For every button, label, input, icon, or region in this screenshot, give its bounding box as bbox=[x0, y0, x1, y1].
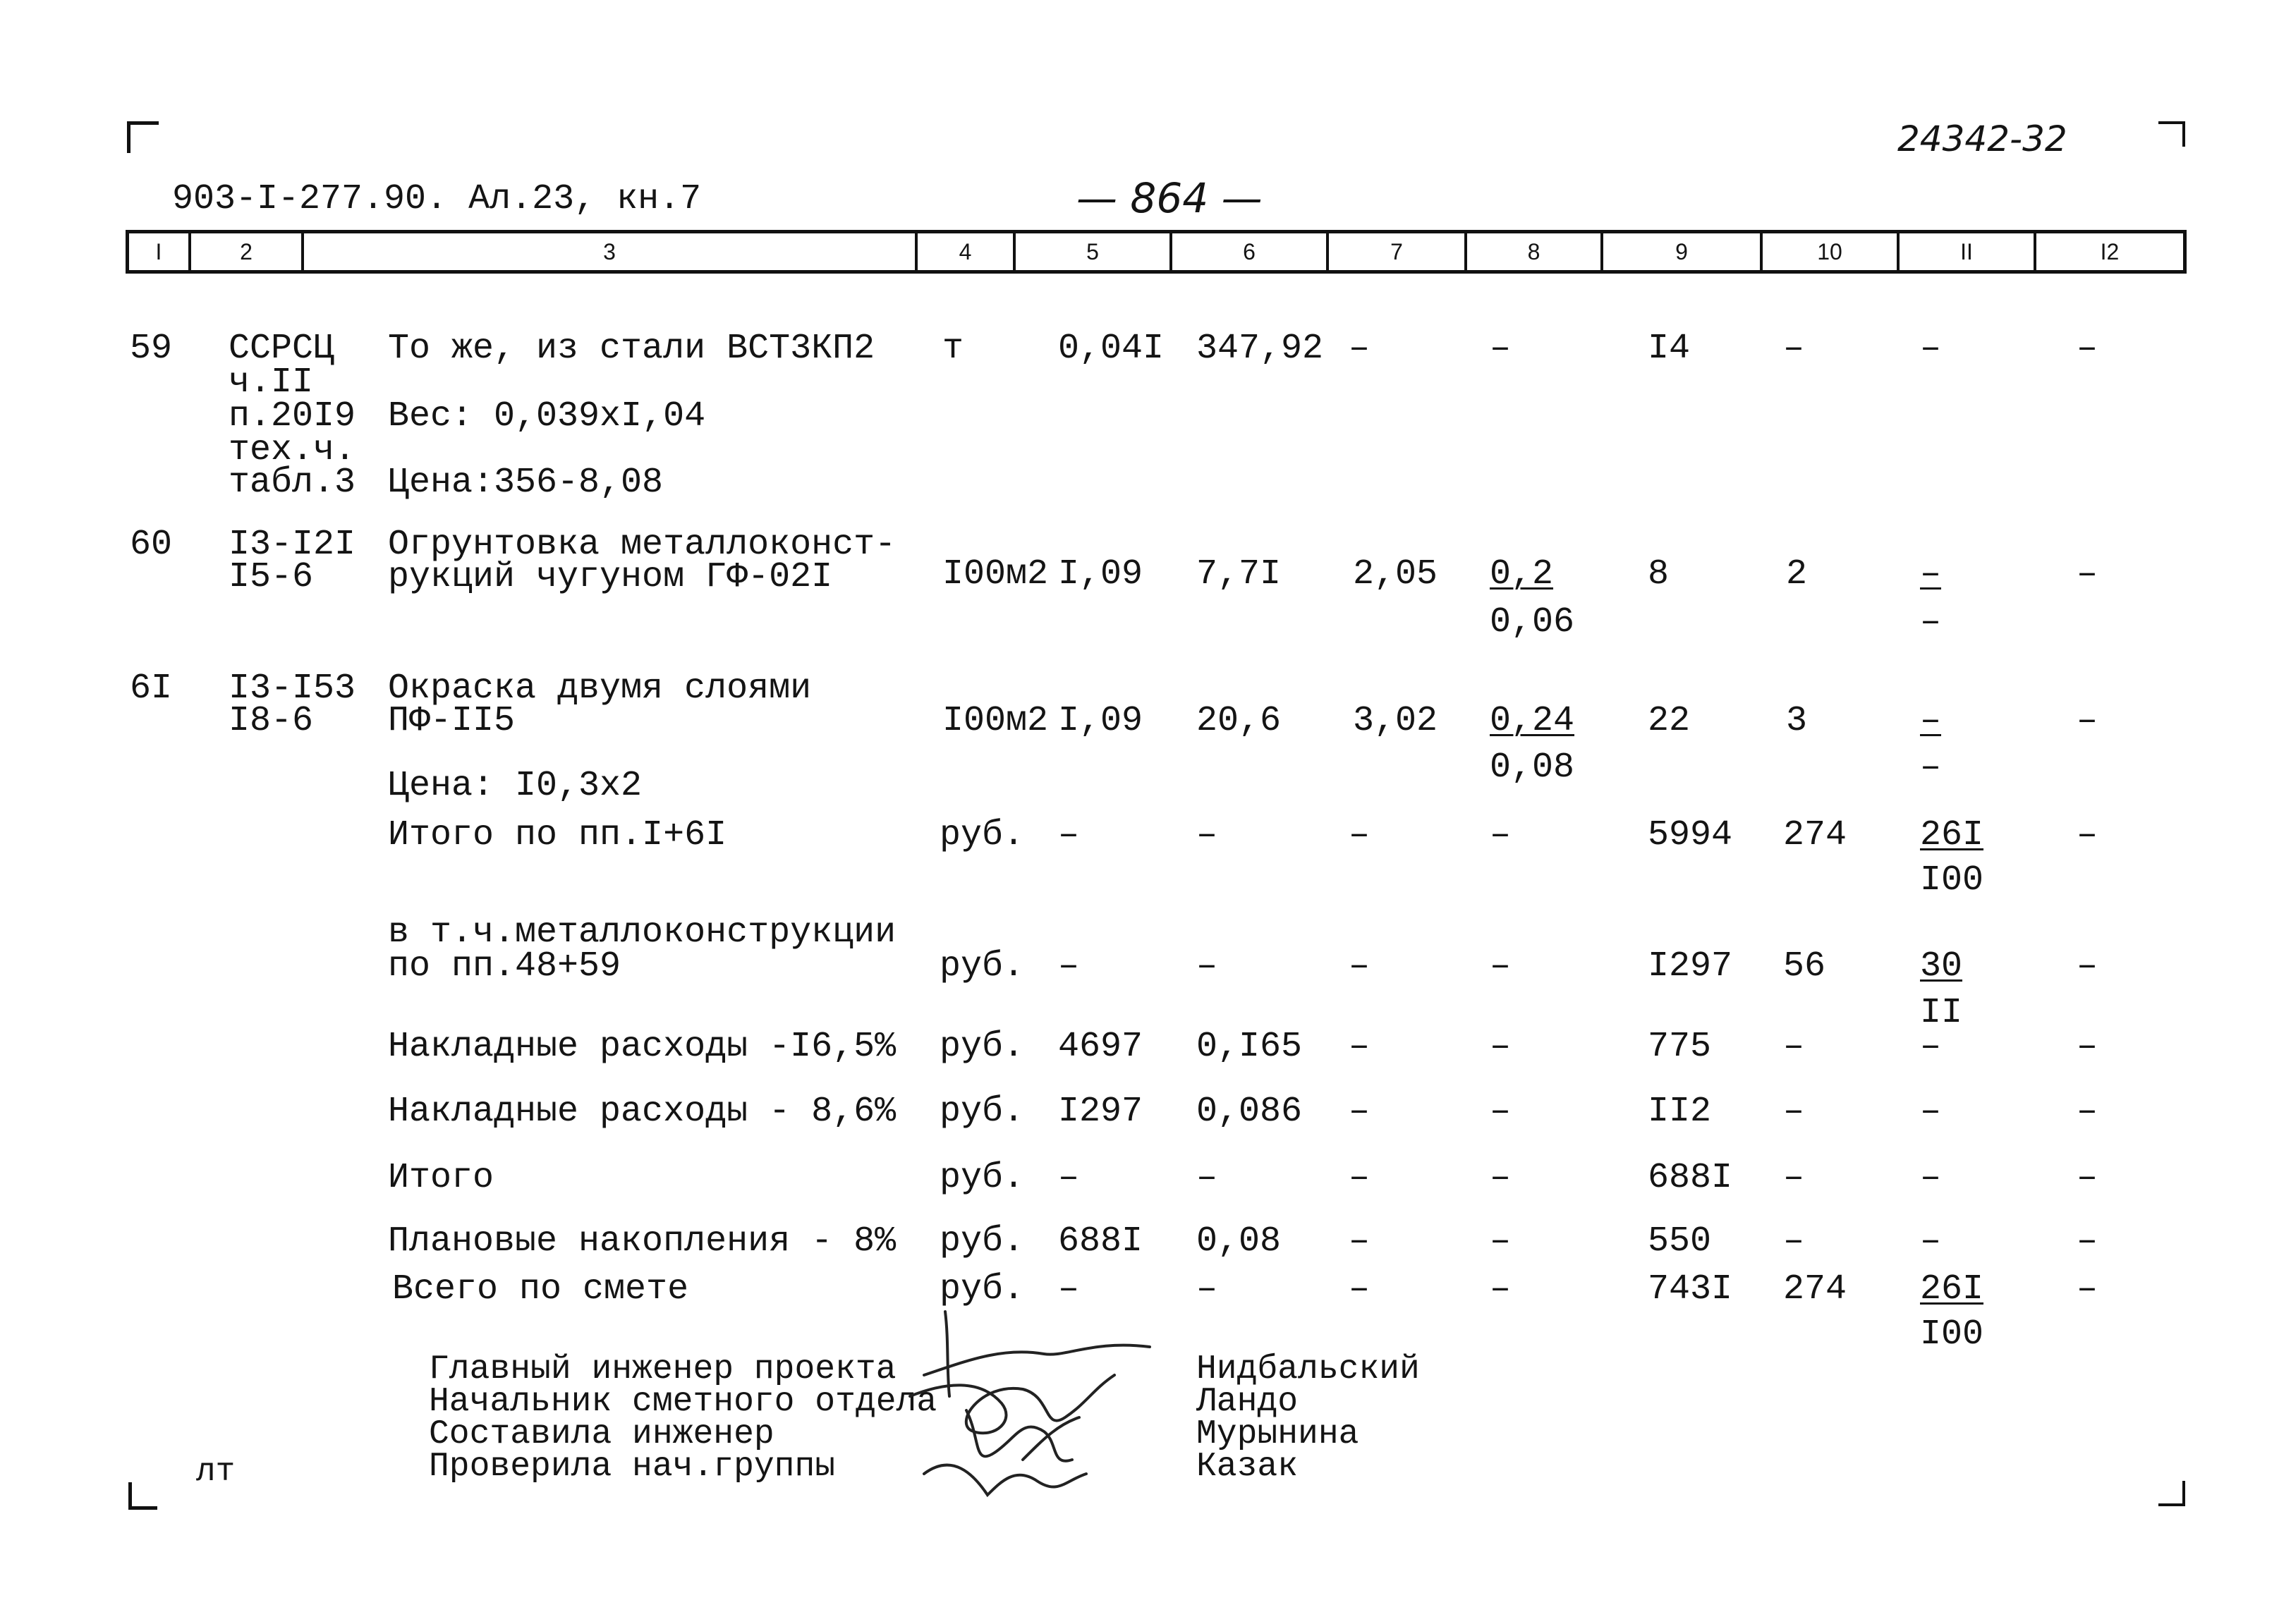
signatory-name: Ландо bbox=[1196, 1383, 1299, 1421]
cell-col5: – bbox=[1058, 946, 1080, 987]
cell-col11: – bbox=[1920, 701, 1942, 741]
summary-label: в т.ч.металлоконструкции bbox=[388, 912, 897, 953]
row-number: 60 bbox=[130, 525, 173, 565]
cell-col9: 743I bbox=[1648, 1269, 1733, 1309]
cell-col10: 56 bbox=[1783, 946, 1826, 987]
unit: т bbox=[942, 329, 964, 369]
cell-col7: 2,05 bbox=[1353, 554, 1438, 594]
unit: руб. bbox=[940, 815, 1025, 855]
norm-code: I5-6 bbox=[229, 557, 314, 597]
cell-col9: II2 bbox=[1648, 1092, 1712, 1132]
cell-col12: – bbox=[2077, 1027, 2098, 1067]
cell-col11-sub: I00 bbox=[1920, 860, 1984, 900]
signatory-title: Начальник сметного отдела bbox=[429, 1383, 937, 1421]
column-header: I2 bbox=[2034, 233, 2183, 270]
cell-col7: – bbox=[1349, 1092, 1371, 1132]
row-number: 59 bbox=[130, 329, 173, 369]
cell-col7: – bbox=[1349, 1158, 1371, 1198]
cell-col12: – bbox=[2077, 329, 2098, 369]
cell-col10: – bbox=[1783, 1158, 1805, 1198]
cell-col12: – bbox=[2077, 1092, 2098, 1132]
work-description: То же, из стали ВСТ3КП2 bbox=[388, 329, 875, 369]
cell-col9: 775 bbox=[1648, 1027, 1712, 1067]
column-header: 7 bbox=[1326, 233, 1464, 270]
signatory-title: Главный инженер проекта bbox=[429, 1350, 897, 1388]
doc-code: 903-I-277.90. Ал.23, кн.7 bbox=[172, 179, 702, 219]
cell-col11: – bbox=[1920, 1027, 1942, 1067]
cell-col8: – bbox=[1490, 815, 1512, 855]
cell-col7: – bbox=[1349, 329, 1371, 369]
cell-col7: – bbox=[1349, 1269, 1371, 1309]
cell-col7: – bbox=[1349, 1027, 1371, 1067]
cell-col12: – bbox=[2077, 554, 2098, 594]
cell-col8: 0,2 bbox=[1490, 554, 1554, 594]
cell-col9: 5994 bbox=[1648, 815, 1733, 855]
column-header: 9 bbox=[1600, 233, 1760, 270]
cell-col5: I297 bbox=[1058, 1092, 1143, 1132]
cell-col12: – bbox=[2077, 946, 2098, 987]
cell-col11-sub: II bbox=[1920, 993, 1963, 1033]
cell-col8: – bbox=[1490, 1269, 1512, 1309]
cell-col10: 2 bbox=[1786, 554, 1808, 594]
summary-label: Накладные расходы - 8,6% bbox=[388, 1092, 897, 1132]
cell-col9: I4 bbox=[1648, 329, 1691, 369]
cell-col8-sub: 0,08 bbox=[1490, 747, 1575, 788]
signatory-title: Проверила нач.группы bbox=[429, 1448, 836, 1486]
cell-col12: – bbox=[2077, 1158, 2098, 1198]
cell-col9: 22 bbox=[1648, 701, 1691, 741]
signatory-name: Нидбальский bbox=[1196, 1350, 1420, 1388]
cell-col11: – bbox=[1920, 1092, 1942, 1132]
column-header: 10 bbox=[1760, 233, 1897, 270]
cell-col9: 688I bbox=[1648, 1158, 1733, 1198]
cell-col8: 0,24 bbox=[1490, 701, 1575, 741]
cell-col5: I,09 bbox=[1058, 554, 1143, 594]
column-header: II bbox=[1897, 233, 2034, 270]
unit: I00м2 bbox=[942, 701, 1049, 741]
cell-col6: – bbox=[1196, 815, 1218, 855]
summary-label: Плановые накопления - 8% bbox=[388, 1221, 897, 1262]
cell-col11-sub: – bbox=[1920, 602, 1942, 642]
unit: руб. bbox=[940, 946, 1025, 987]
cell-col5: I,09 bbox=[1058, 701, 1143, 741]
column-header-row bbox=[126, 230, 2187, 274]
norm-code: ССРСЦ bbox=[229, 329, 335, 369]
work-description-note: Вес: 0,039xI,04 bbox=[388, 396, 706, 436]
cell-col5: – bbox=[1058, 815, 1080, 855]
cell-col6: 0,086 bbox=[1196, 1092, 1303, 1132]
corner-mark-top-left bbox=[127, 121, 159, 153]
unit: руб. bbox=[940, 1221, 1025, 1262]
cell-col7: 3,02 bbox=[1353, 701, 1438, 741]
cell-col11-sub: I00 bbox=[1920, 1314, 1984, 1355]
cell-col8: – bbox=[1490, 1221, 1512, 1262]
cell-col6: 7,7I bbox=[1196, 554, 1282, 594]
corner-mark-top-right bbox=[2158, 121, 2185, 147]
cell-col11: 30 bbox=[1920, 946, 1963, 987]
cell-col10: 274 bbox=[1783, 815, 1847, 855]
cell-col11: 26I bbox=[1920, 1269, 1984, 1309]
stamp-number: 24342-32 bbox=[1897, 118, 2067, 159]
footer-mark: лт bbox=[196, 1453, 236, 1490]
unit: I00м2 bbox=[942, 554, 1049, 594]
signatory-name: Мурынина bbox=[1196, 1415, 1359, 1453]
cell-col6: – bbox=[1196, 1269, 1218, 1309]
cell-col9: 8 bbox=[1648, 554, 1670, 594]
column-header: 8 bbox=[1464, 233, 1600, 270]
cell-col10: – bbox=[1783, 1092, 1805, 1132]
cell-col6: 347,92 bbox=[1196, 329, 1324, 369]
unit: руб. bbox=[940, 1092, 1025, 1132]
summary-label: Итого по пп.I+6I bbox=[388, 815, 727, 855]
cell-col5: 688I bbox=[1058, 1221, 1143, 1262]
cell-col9: I297 bbox=[1648, 946, 1733, 987]
norm-code: I8-6 bbox=[229, 701, 314, 741]
norm-code: I3-I2I bbox=[229, 525, 356, 565]
cell-col5: – bbox=[1058, 1158, 1080, 1198]
column-header: 5 bbox=[1013, 233, 1169, 270]
cell-col6: 0,I65 bbox=[1196, 1027, 1303, 1067]
work-description: Огрунтовка металлоконст- bbox=[388, 525, 897, 565]
page-number: — 864 — bbox=[1076, 174, 1263, 222]
unit: руб. bbox=[940, 1158, 1025, 1198]
cell-col11: – bbox=[1920, 554, 1942, 594]
corner-mark-bottom-right bbox=[2158, 1481, 2185, 1506]
norm-code: п.20I9 bbox=[229, 396, 356, 436]
cell-col10: – bbox=[1783, 1221, 1805, 1262]
unit: руб. bbox=[940, 1269, 1025, 1309]
cell-col10: – bbox=[1783, 1027, 1805, 1067]
summary-label: Всего по смете bbox=[392, 1269, 689, 1309]
norm-code: ч.II bbox=[229, 362, 314, 403]
column-header: 4 bbox=[915, 233, 1013, 270]
column-header: I bbox=[155, 238, 162, 264]
summary-label: Накладные расходы -I6,5% bbox=[388, 1027, 897, 1067]
summary-label: Итого bbox=[388, 1158, 494, 1198]
cell-col8: – bbox=[1490, 1158, 1512, 1198]
work-description: ПФ-II5 bbox=[388, 701, 516, 741]
cell-col10: 274 bbox=[1783, 1269, 1847, 1309]
cell-col9: 550 bbox=[1648, 1221, 1712, 1262]
cell-col5: 0,04I bbox=[1058, 329, 1165, 369]
row-number: 6I bbox=[130, 668, 173, 709]
cell-col8: – bbox=[1490, 946, 1512, 987]
column-header: 3 bbox=[301, 233, 915, 270]
summary-label: по пп.48+59 bbox=[388, 946, 621, 987]
cell-col8: – bbox=[1490, 1027, 1512, 1067]
cell-col8: – bbox=[1490, 1092, 1512, 1132]
norm-code: тех.ч. bbox=[229, 430, 356, 470]
work-description-note: Цена:356-8,08 bbox=[388, 463, 664, 503]
cell-col5: – bbox=[1058, 1269, 1080, 1309]
cell-col12: – bbox=[2077, 701, 2098, 741]
signatory-name: Казак bbox=[1196, 1448, 1299, 1486]
cell-col11: – bbox=[1920, 1221, 1942, 1262]
cell-col8: – bbox=[1490, 329, 1512, 369]
cell-col10: 3 bbox=[1786, 701, 1808, 741]
corner-mark-bottom-left bbox=[128, 1482, 157, 1510]
work-description: Окраска двумя слоями bbox=[388, 668, 812, 709]
cell-col12: – bbox=[2077, 1269, 2098, 1309]
work-description-note: Цена: I0,3x2 bbox=[388, 766, 643, 806]
cell-col6: – bbox=[1196, 1158, 1218, 1198]
cell-col7: – bbox=[1349, 946, 1371, 987]
handwritten-signature bbox=[882, 1298, 1178, 1509]
cell-col12: – bbox=[2077, 815, 2098, 855]
unit: руб. bbox=[940, 1027, 1025, 1067]
cell-col6: – bbox=[1196, 946, 1218, 987]
cell-col10: – bbox=[1783, 329, 1805, 369]
cell-col6: 20,6 bbox=[1196, 701, 1282, 741]
cell-col8-sub: 0,06 bbox=[1490, 602, 1575, 642]
norm-code: табл.3 bbox=[229, 463, 356, 503]
cell-col11: – bbox=[1920, 329, 1942, 369]
column-header: 6 bbox=[1169, 233, 1326, 270]
signatory-title: Составила инженер bbox=[429, 1415, 774, 1453]
norm-code: I3-I53 bbox=[229, 668, 356, 709]
cell-col5: 4697 bbox=[1058, 1027, 1143, 1067]
cell-col7: – bbox=[1349, 1221, 1371, 1262]
cell-col11: – bbox=[1920, 1158, 1942, 1198]
column-header: 2 bbox=[188, 233, 301, 270]
cell-col12: – bbox=[2077, 1221, 2098, 1262]
cell-col11-sub: – bbox=[1920, 747, 1942, 788]
cell-col6: 0,08 bbox=[1196, 1221, 1282, 1262]
work-description: рукций чугуном ГФ-02I bbox=[388, 557, 833, 597]
cell-col11: 26I bbox=[1920, 815, 1984, 855]
cell-col7: – bbox=[1349, 815, 1371, 855]
